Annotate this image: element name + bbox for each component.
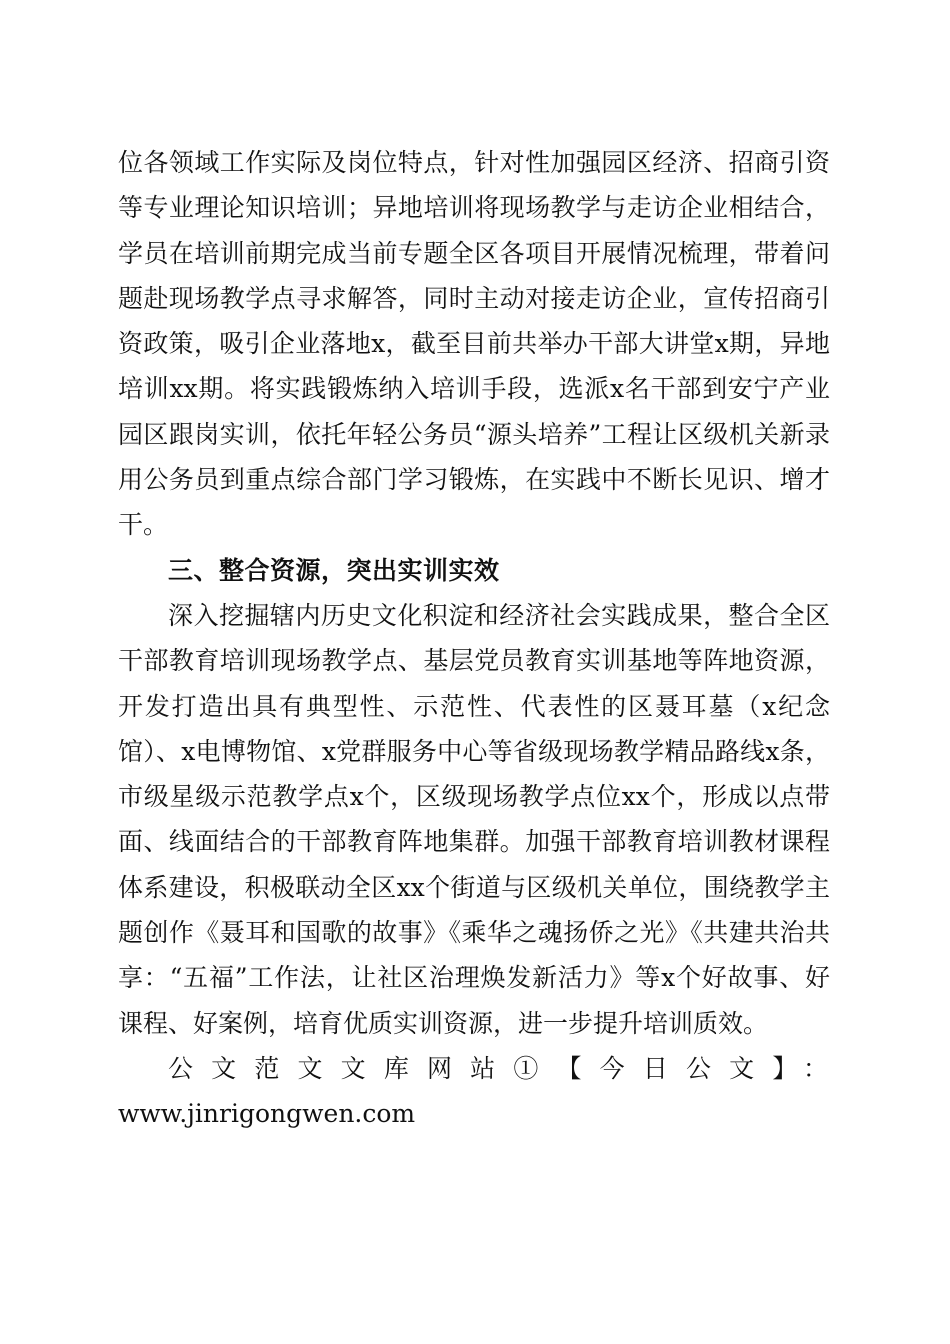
footer-site-label: 公文范文文库网站①【今日公文】： <box>168 1053 830 1083</box>
body-paragraph: 深入挖掘辖内历史文化积淀和经济社会实践成果，整合全区干部教育培训现场教学点、基层党员教育实训基地等阵地资源，开发打造出具有典型性、示范性、代表性的区聂耳墓（x纪念馆）、x电博物馆、x党群服务中心等省级现场教学精品路线x条，市级星级示范教学点x个，区级现场教学点位xx个，形成以点带面、线面结合的干部教育阵地集群。加强干部教育培训教材课程体系建设，积极联动全区xx个街道与区级机关单位，围绕教学主题创作《聂耳和国歌的故事》《乘华之魂扬侨之光》《共建共治共享：“五福”工作法，让社区治理焕发新活力》等x个好故事、好课程、好案例，培育优质实训资源，进一步提升培训质效。 <box>118 600 830 1038</box>
body-paragraph-continued: 位各领域工作实际及岗位特点，针对性加强园区经济、招商引资等专业理论知识培训；异地培训将现场教学与走访企业相结合，学员在培训前期完成当前专题全区各项目开展情况梳理，带着问题赴现场教学点寻求解答，同时主动对接走访企业，宣传招商引资政策，吸引企业落地x，截至目前共举办干部大讲堂x期，异地培训xx期。将实践锻炼纳入培训手段，选派x名干部到安宁产业园区跟岗实训，依托年轻公务员“源头培养”工程让区级机关新录用公务员到重点综合部门学习锻炼，在实践中不断长见识、增才干。 <box>118 148 830 540</box>
document-body <box>118 140 830 1137</box>
footer-site-url[interactable]: www.jinrigongwen.com <box>118 1099 416 1129</box>
section-heading: 三、整合资源，突出实训实效 <box>168 555 500 585</box>
